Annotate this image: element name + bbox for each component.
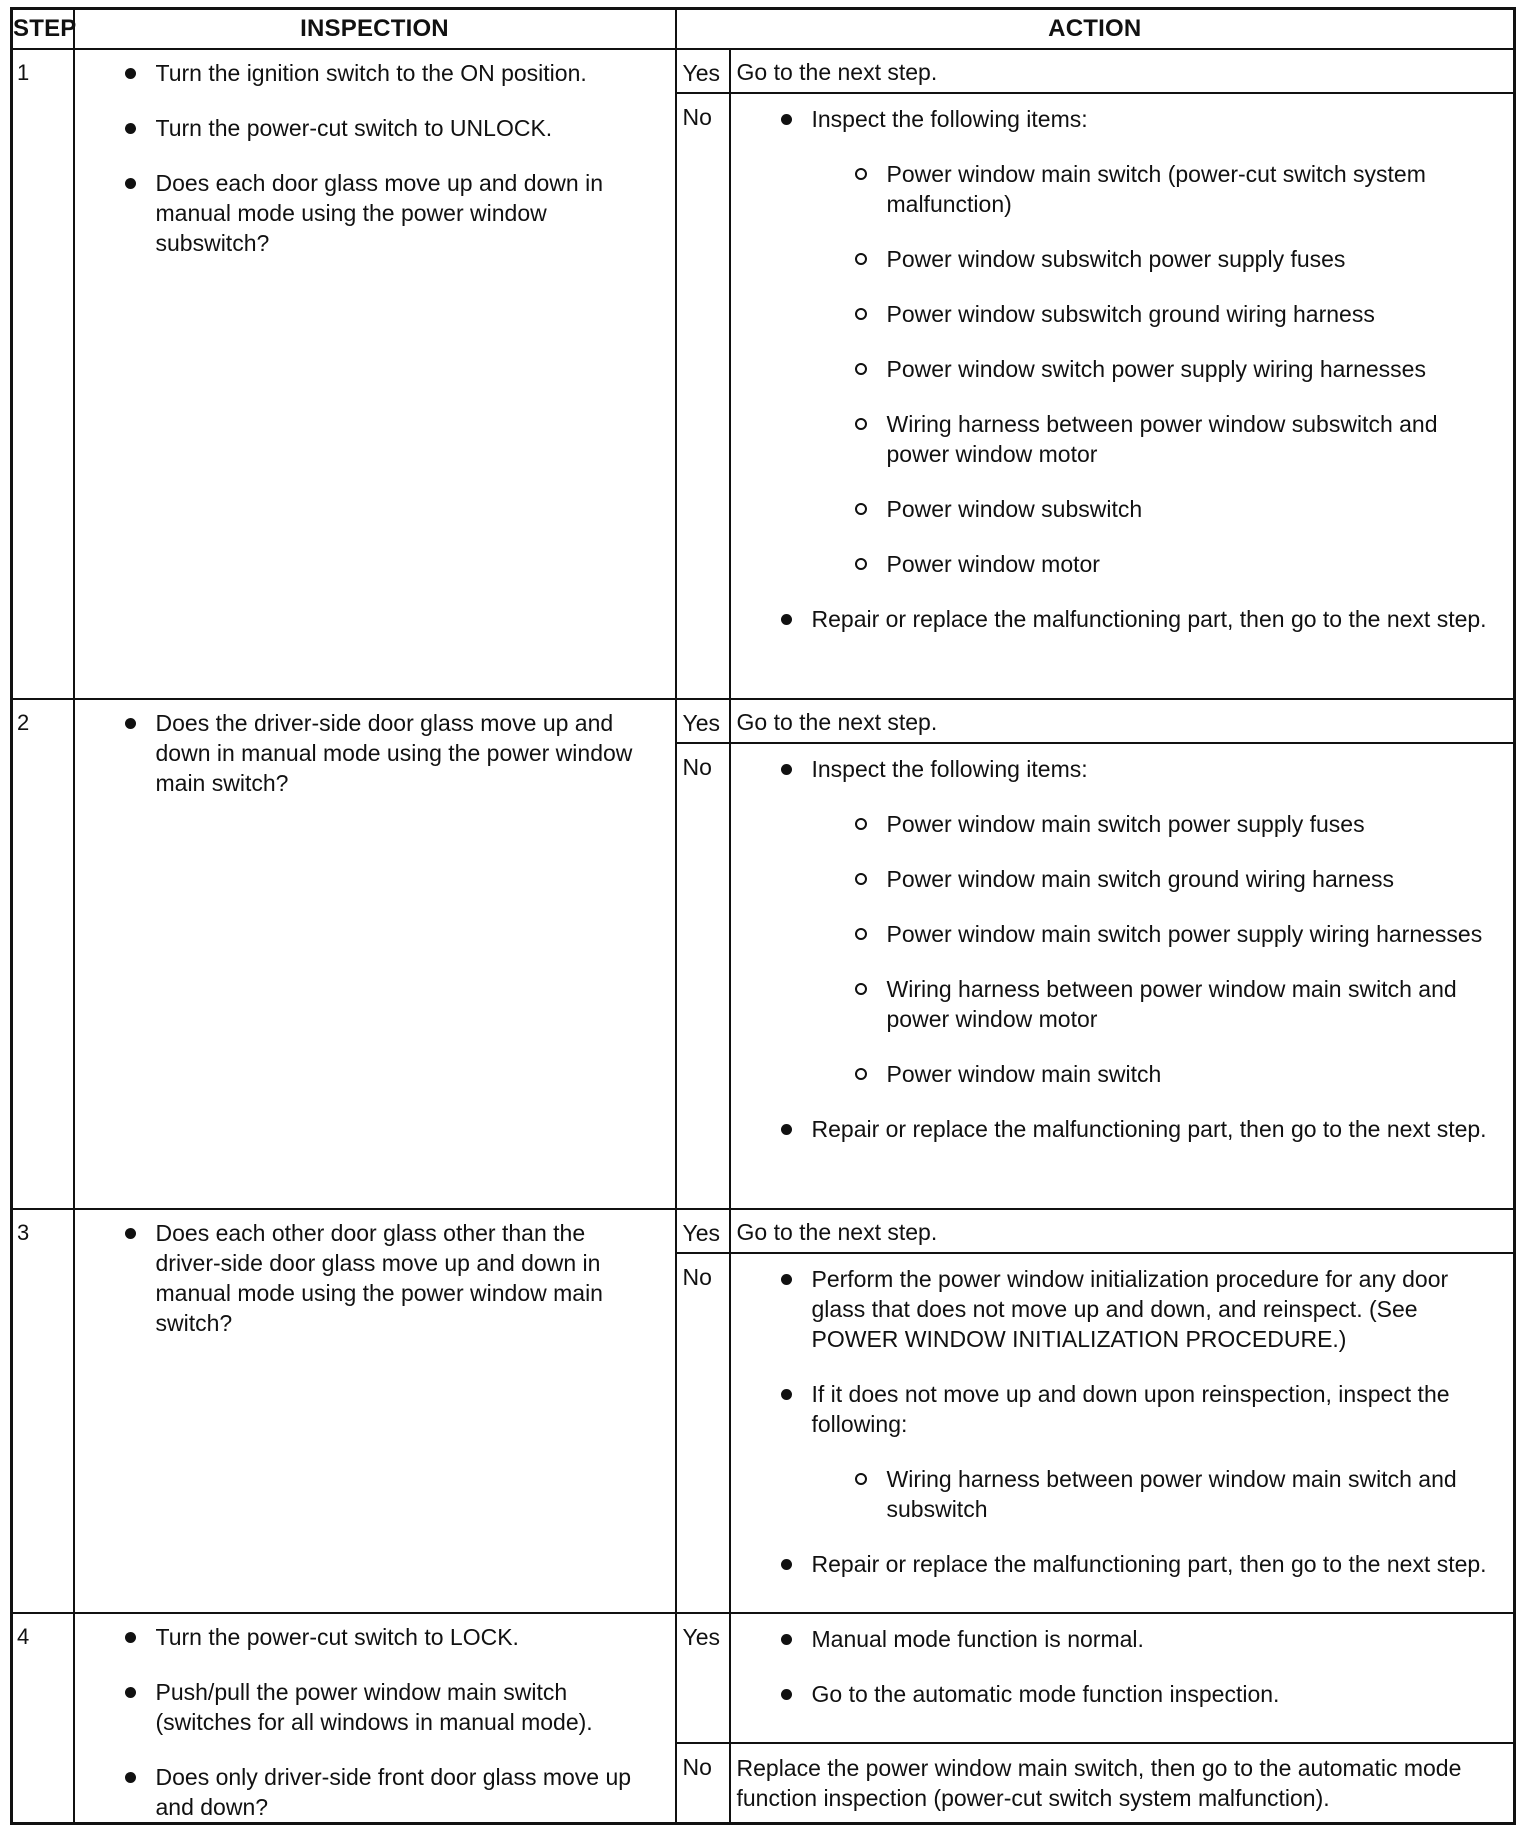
header-inspection: INSPECTION (74, 9, 676, 50)
inspection-cell (74, 49, 676, 699)
no-action (730, 1253, 1515, 1613)
check-item: Power window subswitch power supply fuses (731, 244, 1494, 274)
no-label: No (676, 93, 730, 699)
action-bullet: If it does not move up and down upon reinspection, inspect the following: (731, 1379, 1494, 1439)
action-text: Replace the power window main switch, then go to the automatic mode function inspection (power-cut switch system malfunction). (736, 1755, 1462, 1811)
check-item: Power window main switch power supply fuses (731, 809, 1494, 839)
no-action (730, 93, 1515, 699)
no-action (730, 1743, 1515, 1824)
yes-action (730, 1613, 1515, 1743)
step-3-yes-row (12, 1209, 1515, 1253)
yes-action: Go to the next step. (730, 699, 1515, 743)
step-2-yes-row (12, 699, 1515, 743)
check-item: Wiring harness between power window subswitch and power window motor (731, 409, 1494, 469)
inspection-bullet: Does the driver-side door glass move up and down in manual mode using the power window main switch? (75, 708, 645, 798)
check-item: Wiring harness between power window main switch and power window motor (731, 974, 1494, 1034)
no-action (730, 743, 1515, 1209)
header-row (12, 9, 1515, 50)
step-1-yes-row (12, 49, 1515, 93)
inspection-cell (74, 1613, 676, 1824)
inspection-cell (74, 1209, 676, 1613)
header-action: ACTION (676, 9, 1515, 50)
yes-label: Yes (676, 49, 730, 93)
check-item: Power window subswitch (731, 494, 1494, 524)
inspection-bullet: Does only driver-side front door glass move up and down? (75, 1762, 645, 1822)
inspection-bullet: Does each door glass move up and down in manual mode using the power window subswitch? (75, 168, 645, 258)
step-4-yes-row (12, 1613, 1515, 1743)
step-number: 3 (12, 1209, 74, 1613)
yes-label: Yes (676, 1613, 730, 1743)
yes-action: Go to the next step. (730, 49, 1515, 93)
inspection-bullet: Turn the power-cut switch to UNLOCK. (75, 113, 645, 143)
no-label: No (676, 743, 730, 1209)
action-bullet: Perform the power window initialization procedure for any door glass that does not move up and down, and reinspect. (See POWER WINDOW INITIALIZATION PROCEDURE.) (731, 1264, 1494, 1354)
check-item: Power window switch power supply wiring harnesses (731, 354, 1494, 384)
check-item: Power window subswitch ground wiring harness (731, 299, 1494, 329)
action-bullet: Repair or replace the malfunctioning part, then go to the next step. (731, 604, 1494, 634)
yes-label: Yes (676, 1209, 730, 1253)
action-bullet: Repair or replace the malfunctioning part, then go to the next step. (731, 1549, 1494, 1579)
action-bullet: Manual mode function is normal. (731, 1624, 1494, 1654)
yes-action: Go to the next step. (730, 1209, 1515, 1253)
inspection-bullet: Turn the ignition switch to the ON position. (75, 58, 645, 88)
yes-label: Yes (676, 699, 730, 743)
step-number: 1 (12, 49, 74, 699)
inspection-cell (74, 699, 676, 1209)
check-item: Power window motor (731, 549, 1494, 579)
check-item: Power window main switch power supply wiring harnesses (731, 919, 1494, 949)
inspection-bullet: Turn the power-cut switch to LOCK. (75, 1622, 645, 1652)
inspection-bullet: Does each other door glass other than the driver-side door glass move up and down in manual mode using the power window main switch? (75, 1218, 645, 1338)
step-number: 4 (12, 1613, 74, 1824)
action-bullet: Inspect the following items: (731, 104, 1494, 134)
check-item: Power window main switch (731, 1059, 1494, 1089)
inspection-bullet: Push/pull the power window main switch (switches for all windows in manual mode). (75, 1677, 645, 1737)
no-label: No (676, 1743, 730, 1824)
check-item: Power window main switch ground wiring harness (731, 864, 1494, 894)
step-number: 2 (12, 699, 74, 1209)
action-bullet: Go to the automatic mode function inspection. (731, 1679, 1494, 1709)
troubleshooting-table (10, 7, 1516, 1825)
action-bullet: Repair or replace the malfunctioning part, then go to the next step. (731, 1114, 1494, 1144)
no-label: No (676, 1253, 730, 1613)
check-item: Power window main switch (power-cut switch system malfunction) (731, 159, 1494, 219)
header-step: STEP (12, 9, 74, 50)
action-bullet: Inspect the following items: (731, 754, 1494, 784)
check-item: Wiring harness between power window main switch and subswitch (731, 1464, 1494, 1524)
